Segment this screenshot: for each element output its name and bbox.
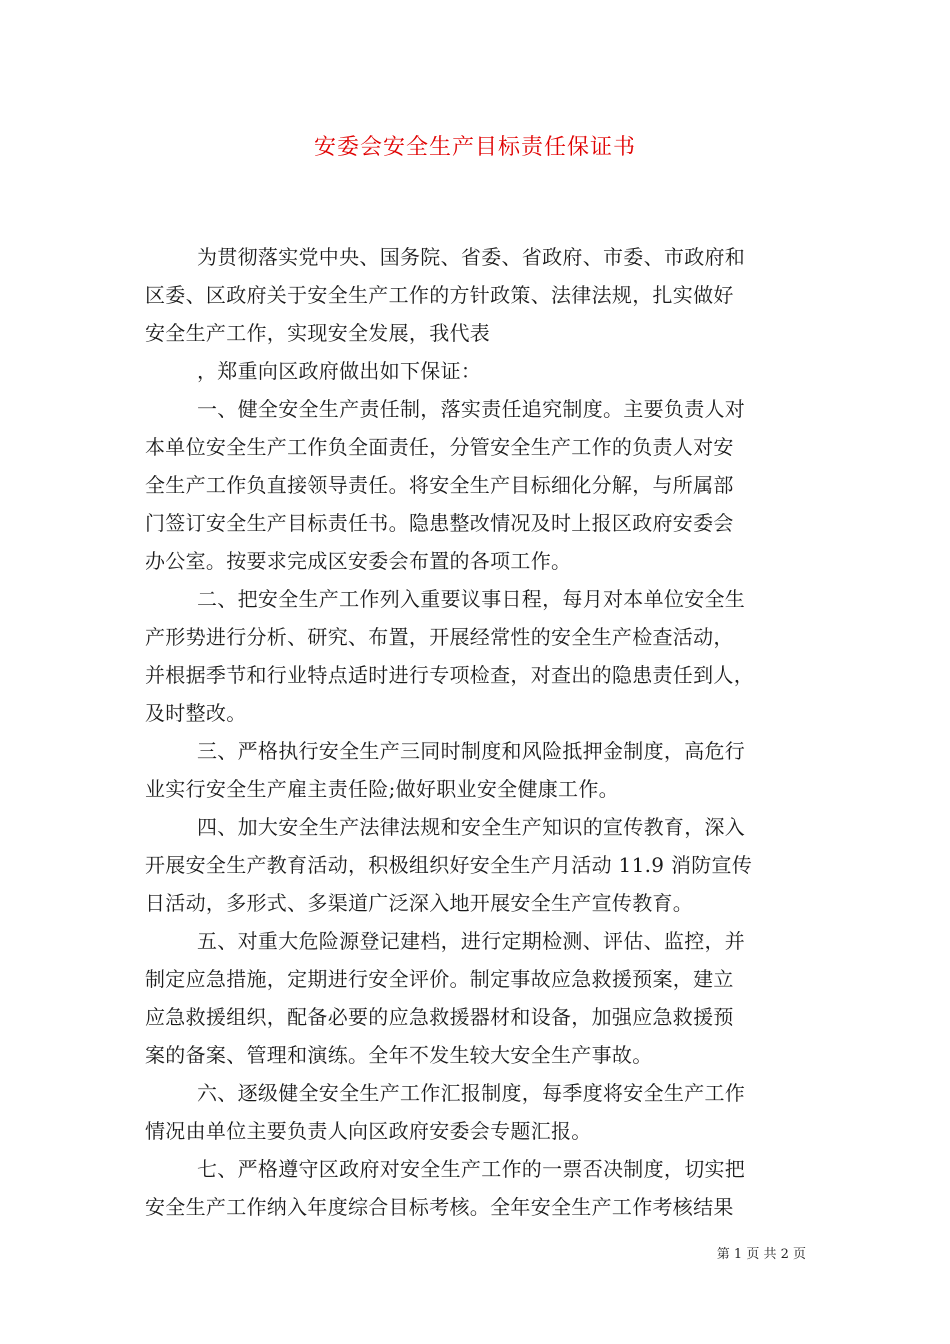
body-line: 门签订安全生产目标责任书。隐患整改情况及时上报区政府安委会	[145, 511, 734, 535]
body-line: 安全生产工作纳入年度综合目标考核。全年安全生产工作考核结果	[145, 1195, 734, 1219]
body-line: 情况由单位主要负责人向区政府安委会专题汇报。	[145, 1119, 592, 1143]
body-line: 四、加大安全生产法律法规和安全生产知识的宣传教育，深入	[197, 815, 746, 839]
body-line: 案的备案、管理和演练。全年不发生较大安全生产事故。	[145, 1043, 653, 1067]
page-number: 第 1 页 共 2 页	[716, 1247, 806, 1262]
body-line: 区委、区政府关于安全生产工作的方针政策、法律法规，扎实做好	[145, 283, 734, 307]
body-line: 应急救援组织，配备必要的应急救援器材和设备，加强应急救援预	[145, 1005, 734, 1029]
body-line: ，郑重向区政府做出如下保证：	[197, 359, 482, 383]
body-line: 产形势进行分析、研究、布置，开展经常性的安全生产检查活动，	[145, 625, 734, 649]
body-line: 及时整改。	[145, 701, 247, 725]
body-line: 日活动，多形式、多渠道广泛深入地开展安全生产宣传教育。	[145, 891, 694, 915]
body-line: 五、对重大危险源登记建档，进行定期检测、评估、监控，并	[197, 929, 746, 953]
body-line: 六、逐级健全安全生产工作汇报制度，每季度将安全生产工作	[197, 1081, 746, 1105]
body-line: 本单位安全生产工作负全面责任，分管安全生产工作的负责人对安	[145, 435, 734, 459]
body-line: 制定应急措施，定期进行安全评价。制定事故应急救援预案，建立	[145, 967, 734, 991]
body-line: 开展安全生产教育活动，积极组织好安全生产月活动 11.9 消防宣传	[145, 853, 753, 877]
document-title: 安委会安全生产目标责任保证书	[313, 135, 636, 160]
body-line: 办公室。按要求完成区安委会布置的各项工作。	[145, 549, 572, 573]
body-line: 为贯彻落实党中央、国务院、省委、省政府、市委、市政府和	[197, 245, 746, 269]
document-body	[145, 238, 810, 1226]
body-line: 并根据季节和行业特点适时进行专项检查，对查出的隐患责任到人，	[145, 663, 754, 687]
body-line: 二、把安全生产工作列入重要议事日程，每月对本单位安全生	[197, 587, 746, 611]
body-line: 安全生产工作，实现安全发展，我代表	[145, 321, 491, 345]
body-line: 全生产工作负直接领导责任。将安全生产目标细化分解，与所属部	[145, 473, 734, 497]
body-line: 七、严格遵守区政府对安全生产工作的一票否决制度，切实把	[197, 1157, 746, 1181]
body-line: 一、健全安全生产责任制，落实责任追究制度。主要负责人对	[197, 397, 746, 421]
body-line: 业实行安全生产雇主责任险;做好职业安全健康工作。	[145, 777, 619, 801]
body-line: 三、严格执行安全生产三同时制度和风险抵押金制度，高危行	[197, 739, 746, 763]
